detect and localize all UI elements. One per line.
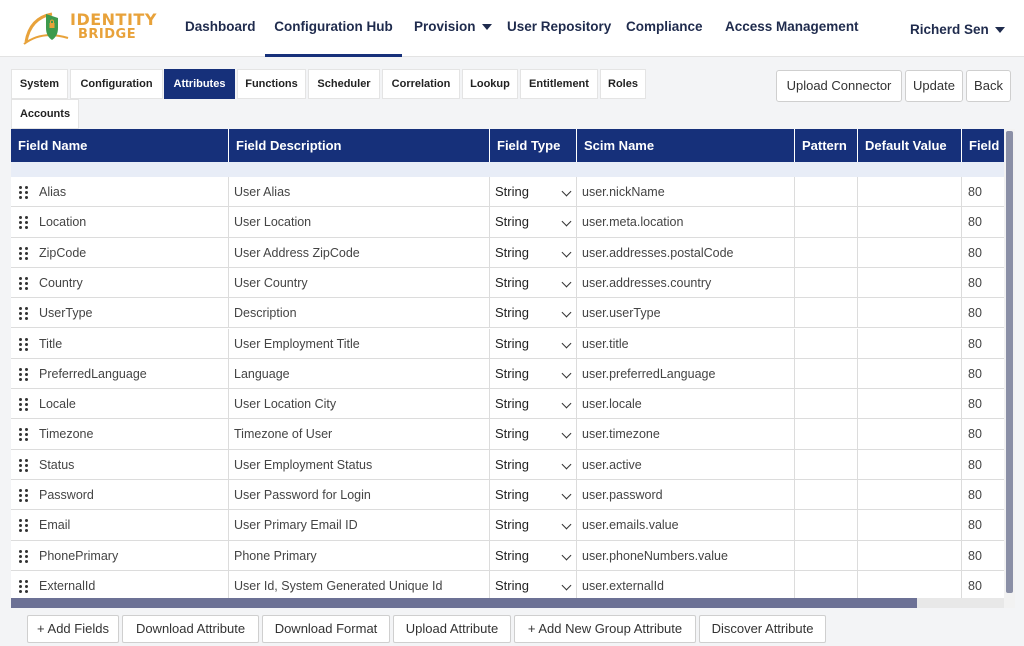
cell-scim-name: user.userType <box>577 298 795 328</box>
field-name-text: Timezone <box>39 427 94 442</box>
table-row[interactable] <box>11 541 1004 571</box>
field-type-value: String <box>495 305 529 321</box>
cell-default-value <box>858 207 962 237</box>
chevron-down-icon <box>562 247 572 257</box>
cell-field-description: User Password for Login <box>229 480 490 510</box>
cell-scim-name: user.meta.location <box>577 207 795 237</box>
drag-handle-icon[interactable] <box>19 307 29 320</box>
field-type-select[interactable] <box>490 177 577 207</box>
cell-field: 80 <box>968 518 982 533</box>
drag-handle-icon[interactable] <box>19 550 29 563</box>
cell-field: 80 <box>968 306 982 321</box>
field-name-text: PhonePrimary <box>39 548 119 563</box>
tab-system[interactable]: System <box>11 69 68 99</box>
cell-field: 80 <box>968 397 982 412</box>
add-new-group-attribute-button[interactable]: + Add New Group Attribute <box>514 615 696 643</box>
field-type-value: String <box>495 547 529 563</box>
field-type-select[interactable] <box>490 389 577 419</box>
col-field-name[interactable]: Field Name <box>11 129 229 162</box>
chevron-down-icon <box>562 308 572 318</box>
col-default-value[interactable]: Default Value <box>858 129 962 162</box>
cell-pattern <box>795 419 858 449</box>
cell-scim-name: user.timezone <box>577 419 795 449</box>
chevron-down-icon <box>562 399 572 409</box>
cell-scim-name: user.title <box>577 329 795 359</box>
horizontal-scrollbar-thumb[interactable] <box>11 598 917 608</box>
cell-scim-name: user.addresses.country <box>577 268 795 298</box>
tab-correlation[interactable]: Correlation <box>382 69 460 99</box>
chevron-down-icon <box>995 27 1005 33</box>
table-row[interactable] <box>11 510 1004 540</box>
cell-field-description: User Location City <box>229 389 490 419</box>
nav-access-management[interactable]: Access Management <box>725 19 859 34</box>
cell-field-name <box>11 389 229 419</box>
cell-field-name <box>11 510 229 540</box>
cell-pattern <box>795 298 858 328</box>
cell-field: 80 <box>968 275 982 290</box>
field-name-text: Country <box>39 275 83 290</box>
cell-pattern <box>795 359 858 389</box>
cell-field: 80 <box>968 185 982 199</box>
cell-scim-name: user.externalId <box>577 571 795 601</box>
cell-field-name <box>11 329 229 359</box>
table-row[interactable] <box>11 268 1004 298</box>
field-name-text: Status <box>39 457 75 472</box>
field-type-value: String <box>495 335 529 351</box>
nav-provision-label: Provision <box>414 19 476 34</box>
tab-lookup[interactable]: Lookup <box>462 69 518 99</box>
field-type-select[interactable] <box>490 298 577 328</box>
logo-text-bridge: BRIDGE <box>78 27 137 42</box>
drag-handle-icon[interactable] <box>19 580 29 593</box>
field-name-text: Title <box>39 336 63 351</box>
drag-handle-icon[interactable] <box>19 368 29 381</box>
cell-field-name <box>11 480 229 510</box>
field-type-value: String <box>495 577 529 593</box>
top-navbar <box>0 0 1024 57</box>
col-field[interactable]: Field <box>969 138 1000 153</box>
table-row[interactable] <box>11 329 1004 359</box>
cell-field-name <box>11 207 229 237</box>
cell-field: 80 <box>968 215 982 230</box>
cell-scim-name: user.password <box>577 480 795 510</box>
drag-handle-icon[interactable] <box>19 519 29 532</box>
field-type-select[interactable] <box>490 238 577 268</box>
nav-configuration-hub[interactable]: Configuration Hub <box>265 0 402 57</box>
chevron-down-icon <box>562 338 572 348</box>
cell-field-description: User Employment Title <box>229 329 490 359</box>
cell-pattern <box>795 268 858 298</box>
nav-dashboard[interactable]: Dashboard <box>185 19 256 34</box>
chevron-down-icon <box>562 459 572 469</box>
cell-pattern <box>795 480 858 510</box>
table-row[interactable] <box>11 238 1004 268</box>
field-type-value: String <box>495 274 529 290</box>
cell-default-value <box>858 298 962 328</box>
table-row[interactable] <box>11 480 1004 510</box>
cell-pattern <box>795 329 858 359</box>
user-name: Richerd Sen <box>910 22 989 37</box>
field-type-select[interactable] <box>490 207 577 237</box>
table-row[interactable] <box>11 207 1004 237</box>
drag-handle-icon[interactable] <box>19 216 29 229</box>
col-field-description[interactable]: Field Description <box>229 129 490 162</box>
field-type-select[interactable] <box>490 419 577 449</box>
table-row[interactable] <box>11 450 1004 480</box>
field-type-value: String <box>495 426 529 442</box>
col-field-type[interactable]: Field Type <box>490 129 577 162</box>
cell-field: 80 <box>968 457 982 472</box>
chevron-down-icon <box>562 217 572 227</box>
table-header <box>11 129 1004 162</box>
vertical-scrollbar-thumb[interactable] <box>1006 131 1013 593</box>
chevron-down-icon <box>562 277 572 287</box>
cell-field-description: Timezone of User <box>229 419 490 449</box>
attributes-table <box>11 129 1015 608</box>
cell-default-value <box>858 329 962 359</box>
col-scim-name[interactable]: Scim Name <box>577 129 795 162</box>
cell-field-description: User Employment Status <box>229 450 490 480</box>
cell-default-value <box>858 419 962 449</box>
chevron-down-icon <box>562 550 572 560</box>
download-attribute-button[interactable]: Download Attribute <box>122 615 259 643</box>
field-type-value: String <box>495 184 529 199</box>
table-row[interactable] <box>11 571 1004 601</box>
field-name-text: ExternalId <box>39 578 96 593</box>
cell-field: 80 <box>968 488 982 502</box>
upload-attribute-button[interactable]: Upload Attribute <box>393 615 511 643</box>
table-row[interactable] <box>11 359 1004 389</box>
cell-field: 80 <box>968 366 982 381</box>
tab-roles[interactable]: Roles <box>600 69 646 99</box>
field-type-select[interactable] <box>490 450 577 480</box>
cell-field-description: User Primary Email ID <box>229 510 490 540</box>
cell-pattern <box>795 510 858 540</box>
cell-field-description: Language <box>229 359 490 389</box>
field-name-text: UserType <box>39 306 93 321</box>
cell-field-description: Description <box>229 298 490 328</box>
cell-pattern <box>795 450 858 480</box>
table-row[interactable] <box>11 419 1004 449</box>
cell-default-value <box>858 238 962 268</box>
nav-user-repository[interactable]: User Repository <box>507 19 612 34</box>
cell-scim-name: user.addresses.postalCode <box>577 238 795 268</box>
cell-field-name <box>11 571 229 601</box>
field-type-select[interactable] <box>490 510 577 540</box>
chevron-down-icon <box>562 520 572 530</box>
field-name-text: Location <box>39 215 87 230</box>
cell-field-description: User Id, System Generated Unique Id <box>229 571 490 601</box>
cell-default-value <box>858 268 962 298</box>
chevron-down-icon <box>562 580 572 590</box>
drag-handle-icon[interactable] <box>19 186 29 199</box>
chevron-down-icon <box>562 429 572 439</box>
field-type-value: String <box>495 244 529 260</box>
field-type-select[interactable] <box>490 359 577 389</box>
back-button[interactable]: Back <box>966 70 1011 102</box>
user-menu[interactable] <box>910 0 1005 57</box>
cell-field-description: Phone Primary <box>229 541 490 571</box>
field-type-value: String <box>495 487 529 502</box>
drag-handle-icon[interactable] <box>19 277 29 290</box>
cell-scim-name: user.phoneNumbers.value <box>577 541 795 571</box>
cell-scim-name: user.locale <box>577 389 795 419</box>
table-subheader <box>11 162 1004 177</box>
nav-compliance[interactable]: Compliance <box>626 19 703 34</box>
table-row[interactable] <box>11 177 1004 207</box>
cell-field: 80 <box>968 427 982 442</box>
cell-field-description: User Address ZipCode <box>229 238 490 268</box>
drag-handle-icon[interactable] <box>19 489 29 502</box>
cell-pattern <box>795 177 858 207</box>
cell-default-value <box>858 510 962 540</box>
tab-attributes[interactable]: Attributes <box>164 69 235 99</box>
cell-default-value <box>858 450 962 480</box>
field-type-select[interactable] <box>490 268 577 298</box>
tab-accounts[interactable]: Accounts <box>11 99 79 129</box>
field-name-text: ZipCode <box>39 245 87 260</box>
download-format-button[interactable]: Download Format <box>262 615 390 643</box>
drag-handle-icon[interactable] <box>19 428 29 441</box>
cell-field-name <box>11 450 229 480</box>
field-type-value: String <box>495 396 529 412</box>
cell-default-value <box>858 541 962 571</box>
add-fields-button[interactable]: + Add Fields <box>27 615 119 643</box>
cell-field: 80 <box>968 336 982 351</box>
field-type-value: String <box>495 456 529 472</box>
chevron-down-icon <box>482 24 492 30</box>
cell-field-name <box>11 177 229 207</box>
field-type-select[interactable] <box>490 480 577 510</box>
cell-field-description: User Location <box>229 207 490 237</box>
cell-field-name <box>11 298 229 328</box>
identity-bridge-logo[interactable] <box>22 8 157 48</box>
cell-field: 80 <box>968 548 982 563</box>
nav-provision[interactable] <box>414 0 492 57</box>
cell-field-name <box>11 419 229 449</box>
cell-default-value <box>858 177 962 207</box>
cell-field-description: User Alias <box>229 177 490 207</box>
cell-field-name <box>11 268 229 298</box>
field-name-text: PreferredLanguage <box>39 366 147 381</box>
field-name-text: Locale <box>39 397 76 412</box>
drag-handle-icon[interactable] <box>19 398 29 411</box>
logo-text-identity: IDENTITY <box>70 10 157 29</box>
tab-entitlement[interactable]: Entitlement <box>520 69 598 99</box>
table-row[interactable] <box>11 389 1004 419</box>
update-button[interactable]: Update <box>905 70 963 102</box>
tab-functions[interactable]: Functions <box>237 69 306 99</box>
field-type-select[interactable] <box>490 541 577 571</box>
discover-attribute-button[interactable]: Discover Attribute <box>699 615 826 643</box>
field-name-text: Alias <box>39 185 67 199</box>
table-row[interactable] <box>11 298 1004 328</box>
field-type-value: String <box>495 365 529 381</box>
field-name-text: Email <box>39 518 71 533</box>
cell-field-name <box>11 238 229 268</box>
chevron-down-icon <box>562 368 572 378</box>
cell-scim-name: user.preferredLanguage <box>577 359 795 389</box>
cell-pattern <box>795 389 858 419</box>
cell-field: 80 <box>968 245 982 260</box>
cell-default-value <box>858 571 962 601</box>
col-pattern[interactable]: Pattern <box>795 129 858 162</box>
cell-default-value <box>858 480 962 510</box>
field-type-select[interactable] <box>490 329 577 359</box>
cell-scim-name: user.active <box>577 450 795 480</box>
drag-handle-icon[interactable] <box>19 459 29 472</box>
field-name-text: Password <box>39 488 94 502</box>
cell-pattern <box>795 238 858 268</box>
field-type-value: String <box>495 214 529 230</box>
chevron-down-icon <box>562 490 572 500</box>
cell-scim-name: user.nickName <box>577 177 795 207</box>
chevron-down-icon <box>562 187 572 197</box>
field-type-select[interactable] <box>490 571 577 601</box>
tab-scheduler[interactable]: Scheduler <box>308 69 380 99</box>
upload-connector-button[interactable]: Upload Connector <box>776 70 902 102</box>
cell-pattern <box>795 207 858 237</box>
cell-field-name <box>11 541 229 571</box>
tab-configuration[interactable]: Configuration <box>70 69 163 99</box>
drag-handle-icon[interactable] <box>19 247 29 260</box>
cell-field-description: User Country <box>229 268 490 298</box>
cell-field-name <box>11 359 229 389</box>
cell-default-value <box>858 389 962 419</box>
cell-default-value <box>858 359 962 389</box>
drag-handle-icon[interactable] <box>19 338 29 351</box>
cell-pattern <box>795 571 858 601</box>
cell-field: 80 <box>968 578 982 593</box>
cell-pattern <box>795 541 858 571</box>
cell-scim-name: user.emails.value <box>577 510 795 540</box>
field-type-value: String <box>495 517 529 533</box>
logo-shield-icon <box>22 8 70 48</box>
